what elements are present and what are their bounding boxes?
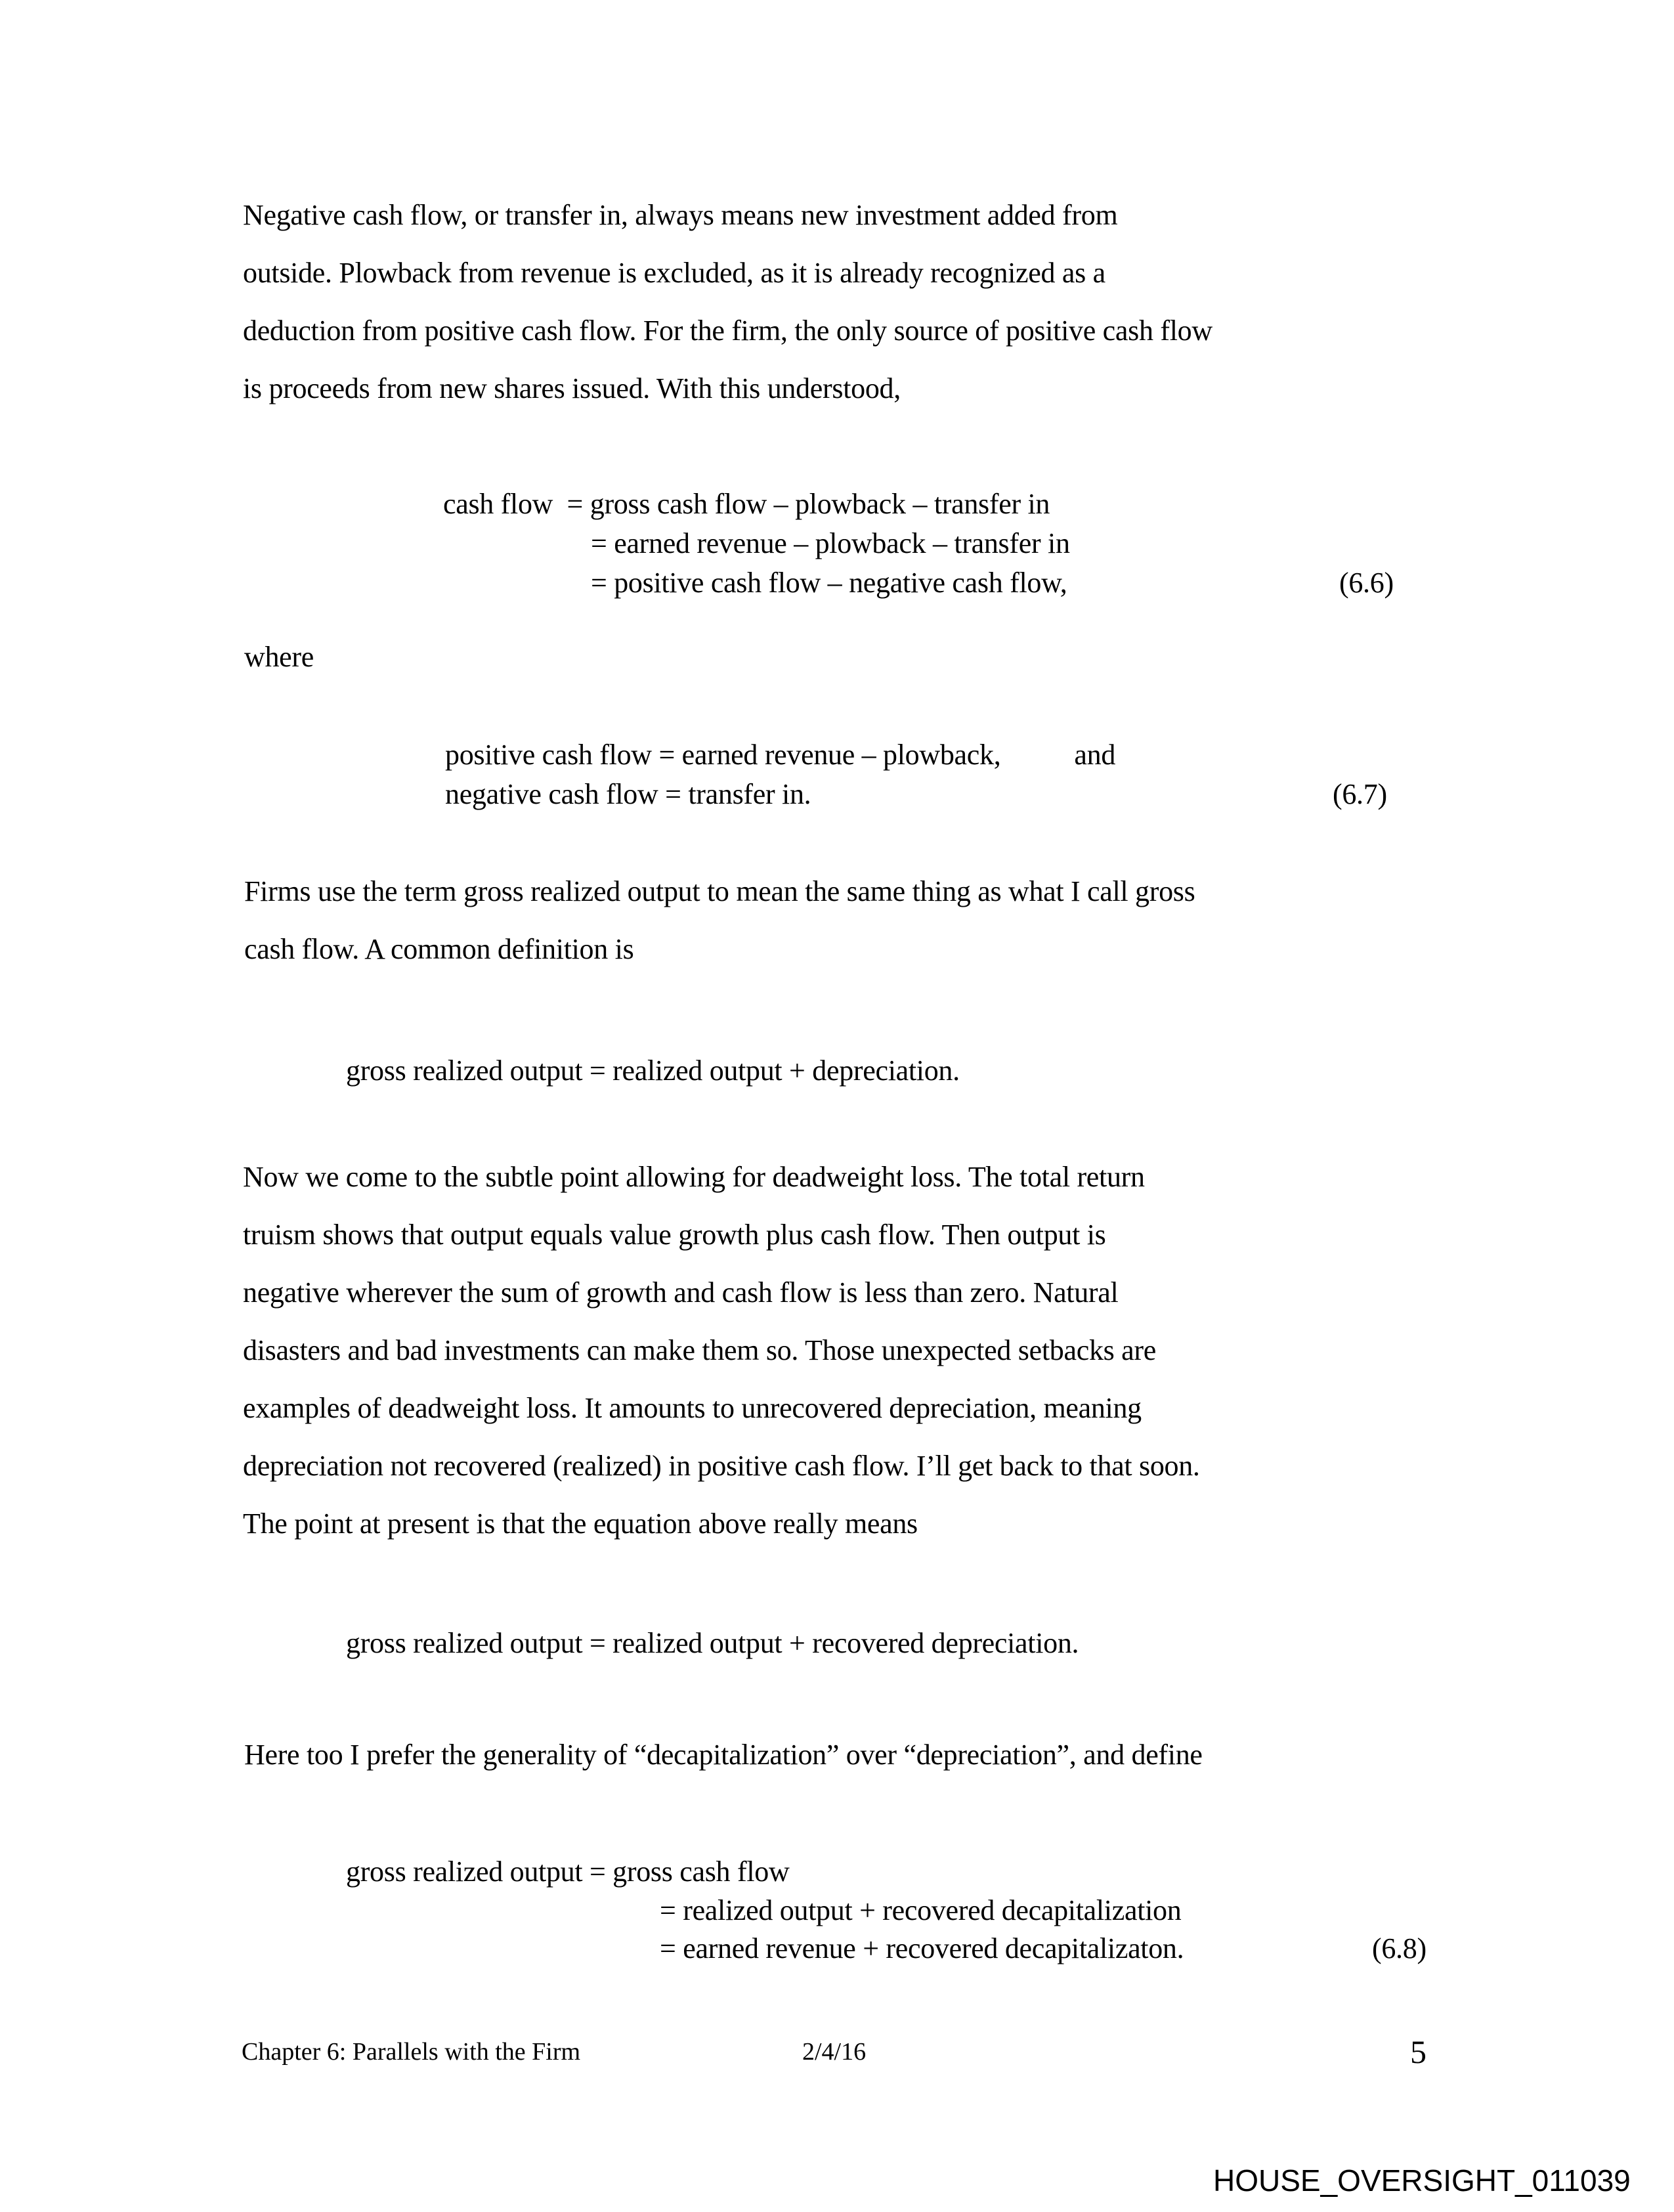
- paragraph-here-too: Here too I prefer the generality of “decapitalization” over “depreciation”, and define: [244, 1739, 1203, 1771]
- equation-6-8-line-1: gross realized output = gross cash flow: [346, 1855, 790, 1888]
- equation-6-7-line-2: negative cash flow = transfer in.: [445, 778, 811, 810]
- paragraph-negative-cash-flow-line-3: deduction from positive cash flow. For the firm, the only source of positive cash flow: [243, 314, 1213, 347]
- paragraph-deadweight-line-6: depreciation not recovered (realized) in positive cash flow. I’ll get back to that soon.: [243, 1450, 1200, 1482]
- paragraph-negative-cash-flow-line-4: is proceeds from new shares issued. With this understood,: [243, 372, 901, 404]
- where-label: where: [244, 641, 314, 673]
- equation-number-6-8: (6.8): [1372, 1932, 1427, 1964]
- paragraph-deadweight-line-1: Now we come to the subtle point allowing for deadweight loss. The total return: [243, 1161, 1145, 1193]
- equation-gross-realized-output-depreciation: gross realized output = realized output + depreciation.: [346, 1054, 960, 1087]
- equation-6-7-line-1-text: positive cash flow = earned revenue – plowback,: [445, 739, 1001, 771]
- equation-6-7-and-label: and: [1074, 739, 1116, 771]
- paragraph-negative-cash-flow-line-1: Negative cash flow, or transfer in, always means new investment added from: [243, 199, 1118, 231]
- equation-6-8-line-2: = realized output + recovered decapitalization: [660, 1894, 1182, 1926]
- paragraph-deadweight-line-7: The point at present is that the equation above really means: [243, 1507, 918, 1540]
- equation-number-6-7: (6.7): [1333, 778, 1387, 810]
- equation-6-6-line-3: = positive cash flow – negative cash flow,: [591, 567, 1067, 599]
- equation-6-7-line-1: [445, 741, 1115, 770]
- paragraph-negative-cash-flow-line-2: outside. Plowback from revenue is excluded, as it is already recognized as a: [243, 257, 1105, 289]
- paragraph-deadweight-line-3: negative wherever the sum of growth and cash flow is less than zero. Natural: [243, 1276, 1119, 1309]
- equation-6-8-line-3: = earned revenue + recovered decapitalizaton.: [660, 1932, 1184, 1964]
- paragraph-deadweight-line-2: truism shows that output equals value growth plus cash flow. Then output is: [243, 1219, 1106, 1251]
- paragraph-firms-line-2: cash flow. A common definition is: [244, 933, 634, 965]
- paragraph-deadweight-line-5: examples of deadweight loss. It amounts to unrecovered depreciation, meaning: [243, 1392, 1142, 1424]
- equation-gross-realized-output-recovered-depreciation: gross realized output = realized output + recovered depreciation.: [346, 1627, 1079, 1659]
- footer-date: 2/4/16: [802, 2038, 867, 2066]
- equation-6-6-line-1: cash flow = gross cash flow – plowback – transfer in: [443, 488, 1050, 520]
- equation-number-6-6: (6.6): [1339, 567, 1394, 599]
- footer-page-number: 5: [1410, 2033, 1427, 2070]
- paragraph-deadweight-line-4: disasters and bad investments can make them so. Those unexpected setbacks are: [243, 1334, 1156, 1366]
- bates-stamp-watermark: HOUSE_OVERSIGHT_011039: [1213, 2163, 1631, 2198]
- paragraph-firms-line-1: Firms use the term gross realized output to mean the same thing as what I call gross: [244, 875, 1195, 907]
- footer-chapter-label: Chapter 6: Parallels with the Firm: [242, 2038, 581, 2066]
- equation-6-6-line-2: = earned revenue – plowback – transfer in: [591, 527, 1070, 559]
